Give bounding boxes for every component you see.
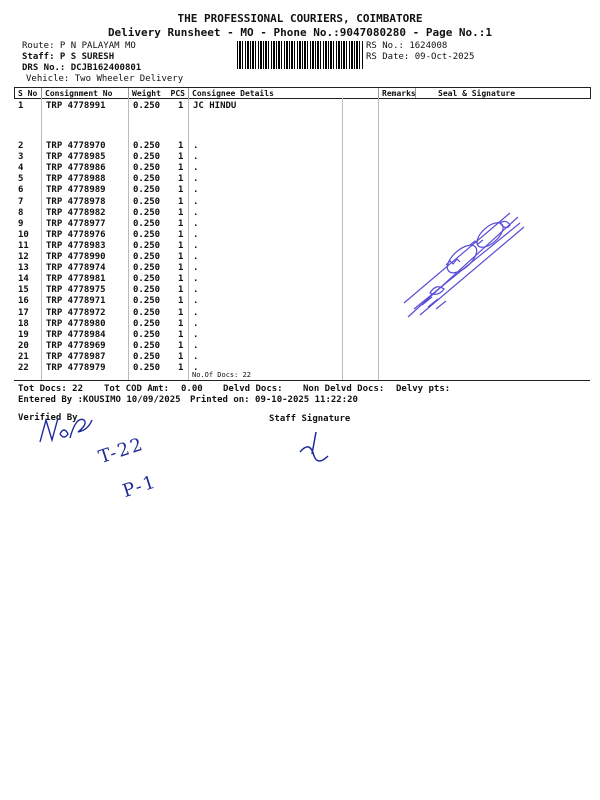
cell-pcs: 1 [178, 252, 184, 262]
cell-weight: 0.250 [133, 263, 161, 274]
cell-pcs: 1 [178, 163, 184, 174]
cell-consignment-no: TRP 4778982 [46, 207, 106, 218]
cell-consignee: . [193, 329, 199, 340]
cell-pcs: 1 [178, 229, 184, 240]
cell-pcs: 1 [178, 152, 184, 163]
cell-pcs: 1 [178, 307, 184, 318]
cell-weight: 0.250 [133, 163, 161, 174]
runsheet-subtitle: Delivery Runsheet - MO - Phone No.:9047080280 - Page No.:1 [107, 26, 493, 39]
cell-consignee: . [193, 340, 199, 351]
cell-sno: 4 [18, 163, 24, 174]
cell-consignee: . [193, 163, 199, 174]
rs-date: RS Date: 09-Oct-2025 [366, 52, 475, 62]
cell-consignee: . [193, 307, 199, 318]
cell-consignee: . [193, 296, 199, 307]
cell-sno: 21 [18, 351, 29, 362]
handwritten-note-page: P-1 [120, 471, 160, 502]
cell-consignee: . [193, 363, 199, 373]
col-header-weight: Weight [132, 88, 161, 98]
cell-weight: 0.250 [133, 185, 161, 196]
cell-consignment-no: TRP 4778988 [46, 174, 106, 185]
column-divider [342, 98, 343, 380]
cell-consignment-no: TRP 4778970 [46, 141, 106, 151]
col-header-seal: Seal & Signature [416, 88, 591, 99]
total-cod-label: Tot COD Amt: [104, 384, 170, 394]
drs-number: DRS No.: DCJB162400801 [22, 63, 142, 73]
vehicle-text: Vehicle: Two Wheeler Delivery [26, 74, 184, 84]
cell-sno: 12 [18, 252, 29, 262]
cell-weight: 0.250 [133, 152, 161, 163]
total-docs: Tot Docs: 22 [18, 384, 84, 394]
cell-consignee: . [193, 274, 199, 285]
verified-by-label: Verified By [18, 413, 78, 423]
cell-weight: 0.250 [133, 363, 161, 373]
cell-sno: 6 [18, 185, 24, 196]
cell-consignee: . [193, 285, 199, 296]
cell-consignment-no: TRP 4778984 [46, 329, 106, 340]
cell-pcs: 1 [178, 185, 184, 196]
cell-sno: 17 [18, 307, 29, 318]
cell-weight: 0.250 [133, 252, 161, 262]
cell-pcs: 1 [178, 363, 184, 373]
non-delivered-docs: Non Delvd Docs: [303, 384, 385, 394]
col-header-weight-pcs [129, 88, 189, 99]
cell-sno: 20 [18, 340, 29, 351]
rs-number: RS No.: 1624008 [366, 41, 448, 51]
cell-consignment-no: TRP 4778981 [46, 274, 106, 285]
printed-on: Printed on: 09-10-2025 11:22:20 [190, 395, 358, 405]
table-bottom-rule [14, 380, 590, 381]
cell-consignment-no: TRP 4778983 [46, 240, 106, 251]
cell-sno: 16 [18, 296, 29, 307]
cell-weight: 0.250 [133, 218, 161, 229]
cell-sno: 19 [18, 329, 29, 340]
verified-signature [36, 412, 102, 446]
cell-consignee: . [193, 263, 199, 274]
cell-pcs: 1 [178, 285, 184, 296]
cell-pcs: 1 [178, 101, 184, 111]
column-divider [188, 98, 189, 380]
cell-sno: 7 [18, 196, 24, 207]
cell-pcs: 1 [178, 340, 184, 351]
cell-consignment-no: TRP 4778977 [46, 218, 106, 229]
cell-consignment-no: TRP 4778974 [46, 263, 106, 274]
cell-sno: 1 [18, 101, 24, 111]
entered-by: Entered By :KOUSIMO 10/09/2025 [18, 395, 181, 405]
cell-consignment-no: TRP 4778969 [46, 340, 106, 351]
cell-pcs: 1 [178, 141, 184, 151]
cell-pcs: 1 [178, 218, 184, 229]
cell-weight: 0.250 [133, 351, 161, 362]
column-divider [41, 98, 42, 380]
staff-signature [296, 428, 332, 466]
cell-consignee: JC HINDU [193, 101, 237, 111]
cell-consignment-no: TRP 4778980 [46, 318, 106, 329]
cell-consignee: . [193, 185, 199, 196]
cell-pcs: 1 [178, 174, 184, 185]
cell-consignment-no: TRP 4778971 [46, 296, 106, 307]
cell-sno: 8 [18, 207, 24, 218]
cell-consignee: . [193, 196, 199, 207]
cell-weight: 0.250 [133, 274, 161, 285]
delivery-seal-stamp [400, 205, 530, 325]
cell-consignment-no: TRP 4778991 [46, 101, 106, 111]
cell-consignee: . [193, 240, 199, 251]
cell-consignee: . [193, 229, 199, 240]
cell-weight: 0.250 [133, 318, 161, 329]
no-of-docs: No.Of Docs: 22 [192, 371, 252, 379]
cell-consignee: . [193, 141, 199, 151]
col-header-pcs: PCS [170, 88, 185, 98]
cell-weight: 0.250 [133, 174, 161, 185]
cell-sno: 14 [18, 274, 29, 285]
cell-sno: 18 [18, 318, 29, 329]
cell-weight: 0.250 [133, 196, 161, 207]
cell-pcs: 1 [178, 318, 184, 329]
cell-consignment-no: TRP 4778975 [46, 285, 106, 296]
cell-consignment-no: TRP 4778978 [46, 196, 106, 207]
cell-pcs: 1 [178, 207, 184, 218]
cell-weight: 0.250 [133, 240, 161, 251]
cell-pcs: 1 [178, 351, 184, 362]
cell-consignee: . [193, 252, 199, 262]
col-header-consignee: Consignee Details [189, 88, 379, 99]
cell-consignee: . [193, 207, 199, 218]
cell-pcs: 1 [178, 329, 184, 340]
cell-weight: 0.250 [133, 329, 161, 340]
cell-sno: 2 [18, 141, 24, 151]
cell-sno: 22 [18, 363, 29, 373]
cell-sno: 15 [18, 285, 29, 296]
col-header-consignment: Consignment No [42, 88, 129, 99]
cell-pcs: 1 [178, 296, 184, 307]
runsheet-table-header [14, 87, 591, 99]
staff-text: Staff: P S SURESH [22, 52, 115, 62]
col-header-remarks: Remarks [379, 88, 416, 99]
cell-pcs: 1 [178, 196, 184, 207]
cell-consignee: . [193, 318, 199, 329]
cell-sno: 10 [18, 229, 29, 240]
cell-sno: 9 [18, 218, 24, 229]
delivered-docs: Delvd Docs: [223, 384, 283, 394]
route-text: Route: P N PALAYAM MO [22, 41, 136, 51]
cell-weight: 0.250 [133, 229, 161, 240]
barcode [237, 41, 363, 69]
cell-pcs: 1 [178, 263, 184, 274]
delivery-points: Delvy pts: [396, 384, 451, 394]
cell-consignee: . [193, 218, 199, 229]
handwritten-note-total: T-22 [96, 433, 147, 468]
column-divider [128, 98, 129, 380]
cell-weight: 0.250 [133, 207, 161, 218]
cell-weight: 0.250 [133, 296, 161, 307]
cell-consignment-no: TRP 4778972 [46, 307, 106, 318]
cell-pcs: 1 [178, 274, 184, 285]
cell-consignee: . [193, 351, 199, 362]
cell-consignee: . [193, 174, 199, 185]
cell-weight: 0.250 [133, 141, 161, 151]
cell-consignment-no: TRP 4778979 [46, 363, 106, 373]
column-divider [378, 98, 379, 380]
col-header-sno: S No [15, 88, 42, 99]
cell-consignment-no: TRP 4778987 [46, 351, 106, 362]
cell-consignment-no: TRP 4778985 [46, 152, 106, 163]
cell-sno: 13 [18, 263, 29, 274]
cell-pcs: 1 [178, 240, 184, 251]
cell-sno: 5 [18, 174, 24, 185]
company-title: THE PROFESSIONAL COURIERS, COIMBATORE [177, 12, 423, 25]
cell-consignment-no: TRP 4778989 [46, 185, 106, 196]
cell-weight: 0.250 [133, 101, 161, 111]
total-cod-amount: 0.00 [181, 384, 203, 394]
cell-consignment-no: TRP 4778986 [46, 163, 106, 174]
cell-consignment-no: TRP 4778990 [46, 252, 106, 262]
cell-consignment-no: TRP 4778976 [46, 229, 106, 240]
cell-weight: 0.250 [133, 285, 161, 296]
cell-weight: 0.250 [133, 340, 161, 351]
cell-consignee: . [193, 152, 199, 163]
cell-weight: 0.250 [133, 307, 161, 318]
cell-sno: 3 [18, 152, 24, 163]
staff-signature-label: Staff Signature [269, 414, 351, 424]
cell-sno: 11 [18, 240, 29, 251]
